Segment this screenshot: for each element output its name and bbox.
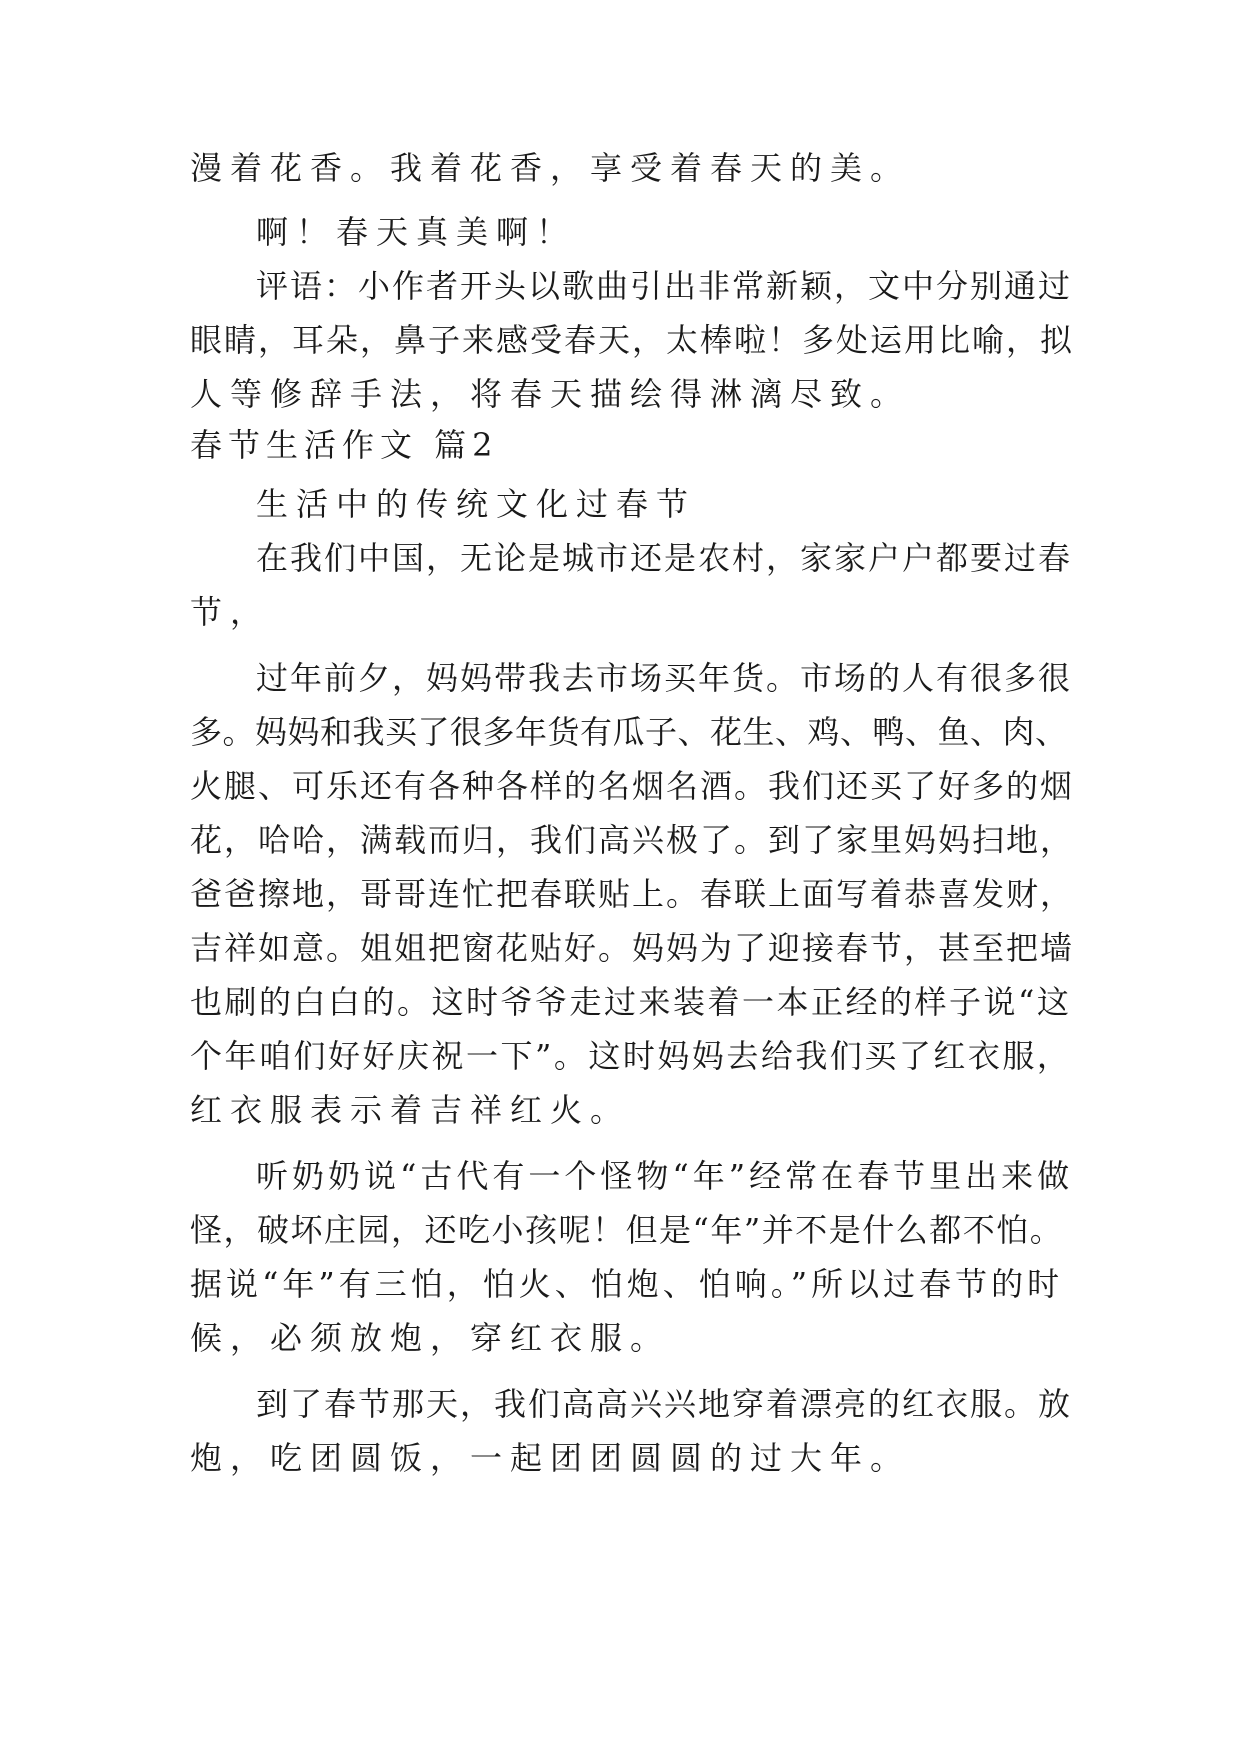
text-line: 到了春节那天，我们高高兴兴地穿着漂亮的红衣服。放 bbox=[256, 1385, 1073, 1423]
text-line: 在我们中国，无论是城市还是农村，家家户户都要过春 bbox=[256, 539, 1073, 577]
text-line: 炮，吃团圆饭，一起团团圆圆的过大年。 bbox=[190, 1439, 911, 1477]
section-heading: 春节生活作文 篇2 bbox=[190, 426, 499, 464]
text-line: 听奶奶说“古代有一个怪物“年”经常在春节里出来做 bbox=[256, 1157, 1074, 1195]
text-line: 啊！春天真美啊！ bbox=[256, 213, 577, 251]
text-line: 过年前夕，妈妈带我去市场买年货。市场的人有很多很 bbox=[256, 659, 1073, 697]
essay-title: 生活中的传统文化过春节 bbox=[256, 485, 697, 523]
text-line: 个年咱们好好庆祝一下”。这时妈妈去给我们买了红衣服， bbox=[190, 1037, 1072, 1075]
text-line: 红衣服表示着吉祥红火。 bbox=[190, 1091, 631, 1129]
text-line: 怪，破坏庄园，还吃小孩呢！但是“年”并不是什么都不怕。 bbox=[190, 1211, 1064, 1249]
text-line: 火腿、可乐还有各种各样的名烟名酒。我们还买了好多的烟 bbox=[190, 767, 1075, 805]
text-line: 眼睛，耳朵，鼻子来感受春天，太棒啦！多处运用比喻，拟 bbox=[190, 321, 1075, 359]
text-line: 花，哈哈，满载而归，我们高兴极了。到了家里妈妈扫地， bbox=[190, 821, 1075, 859]
text-line: 爸爸擦地，哥哥连忙把春联贴上。春联上面写着恭喜发财， bbox=[190, 875, 1075, 913]
text-line: 吉祥如意。姐姐把窗花贴好。妈妈为了迎接春节，甚至把墙 bbox=[190, 929, 1075, 967]
text-line: 漫着花香。我着花香，享受着春天的美。 bbox=[190, 149, 911, 187]
text-line: 也刷的白白的。这时爷爷走过来装着一本正经的样子说“这 bbox=[190, 983, 1072, 1021]
text-line: 人等修辞手法，将春天描绘得淋漓尽致。 bbox=[190, 375, 911, 413]
text-line: 候，必须放炮，穿红衣服。 bbox=[190, 1319, 671, 1357]
text-line: 评语：小作者开头以歌曲引出非常新颖，文中分别通过 bbox=[256, 267, 1073, 305]
text-line: 多。妈妈和我买了很多年货有瓜子、花生、鸡、鸭、鱼、肉、 bbox=[190, 713, 1068, 751]
text-line: 节， bbox=[190, 593, 271, 631]
text-line: 据说“年”有三怕，怕火、怕炮、怕响。”所以过春节的时 bbox=[190, 1265, 1064, 1303]
